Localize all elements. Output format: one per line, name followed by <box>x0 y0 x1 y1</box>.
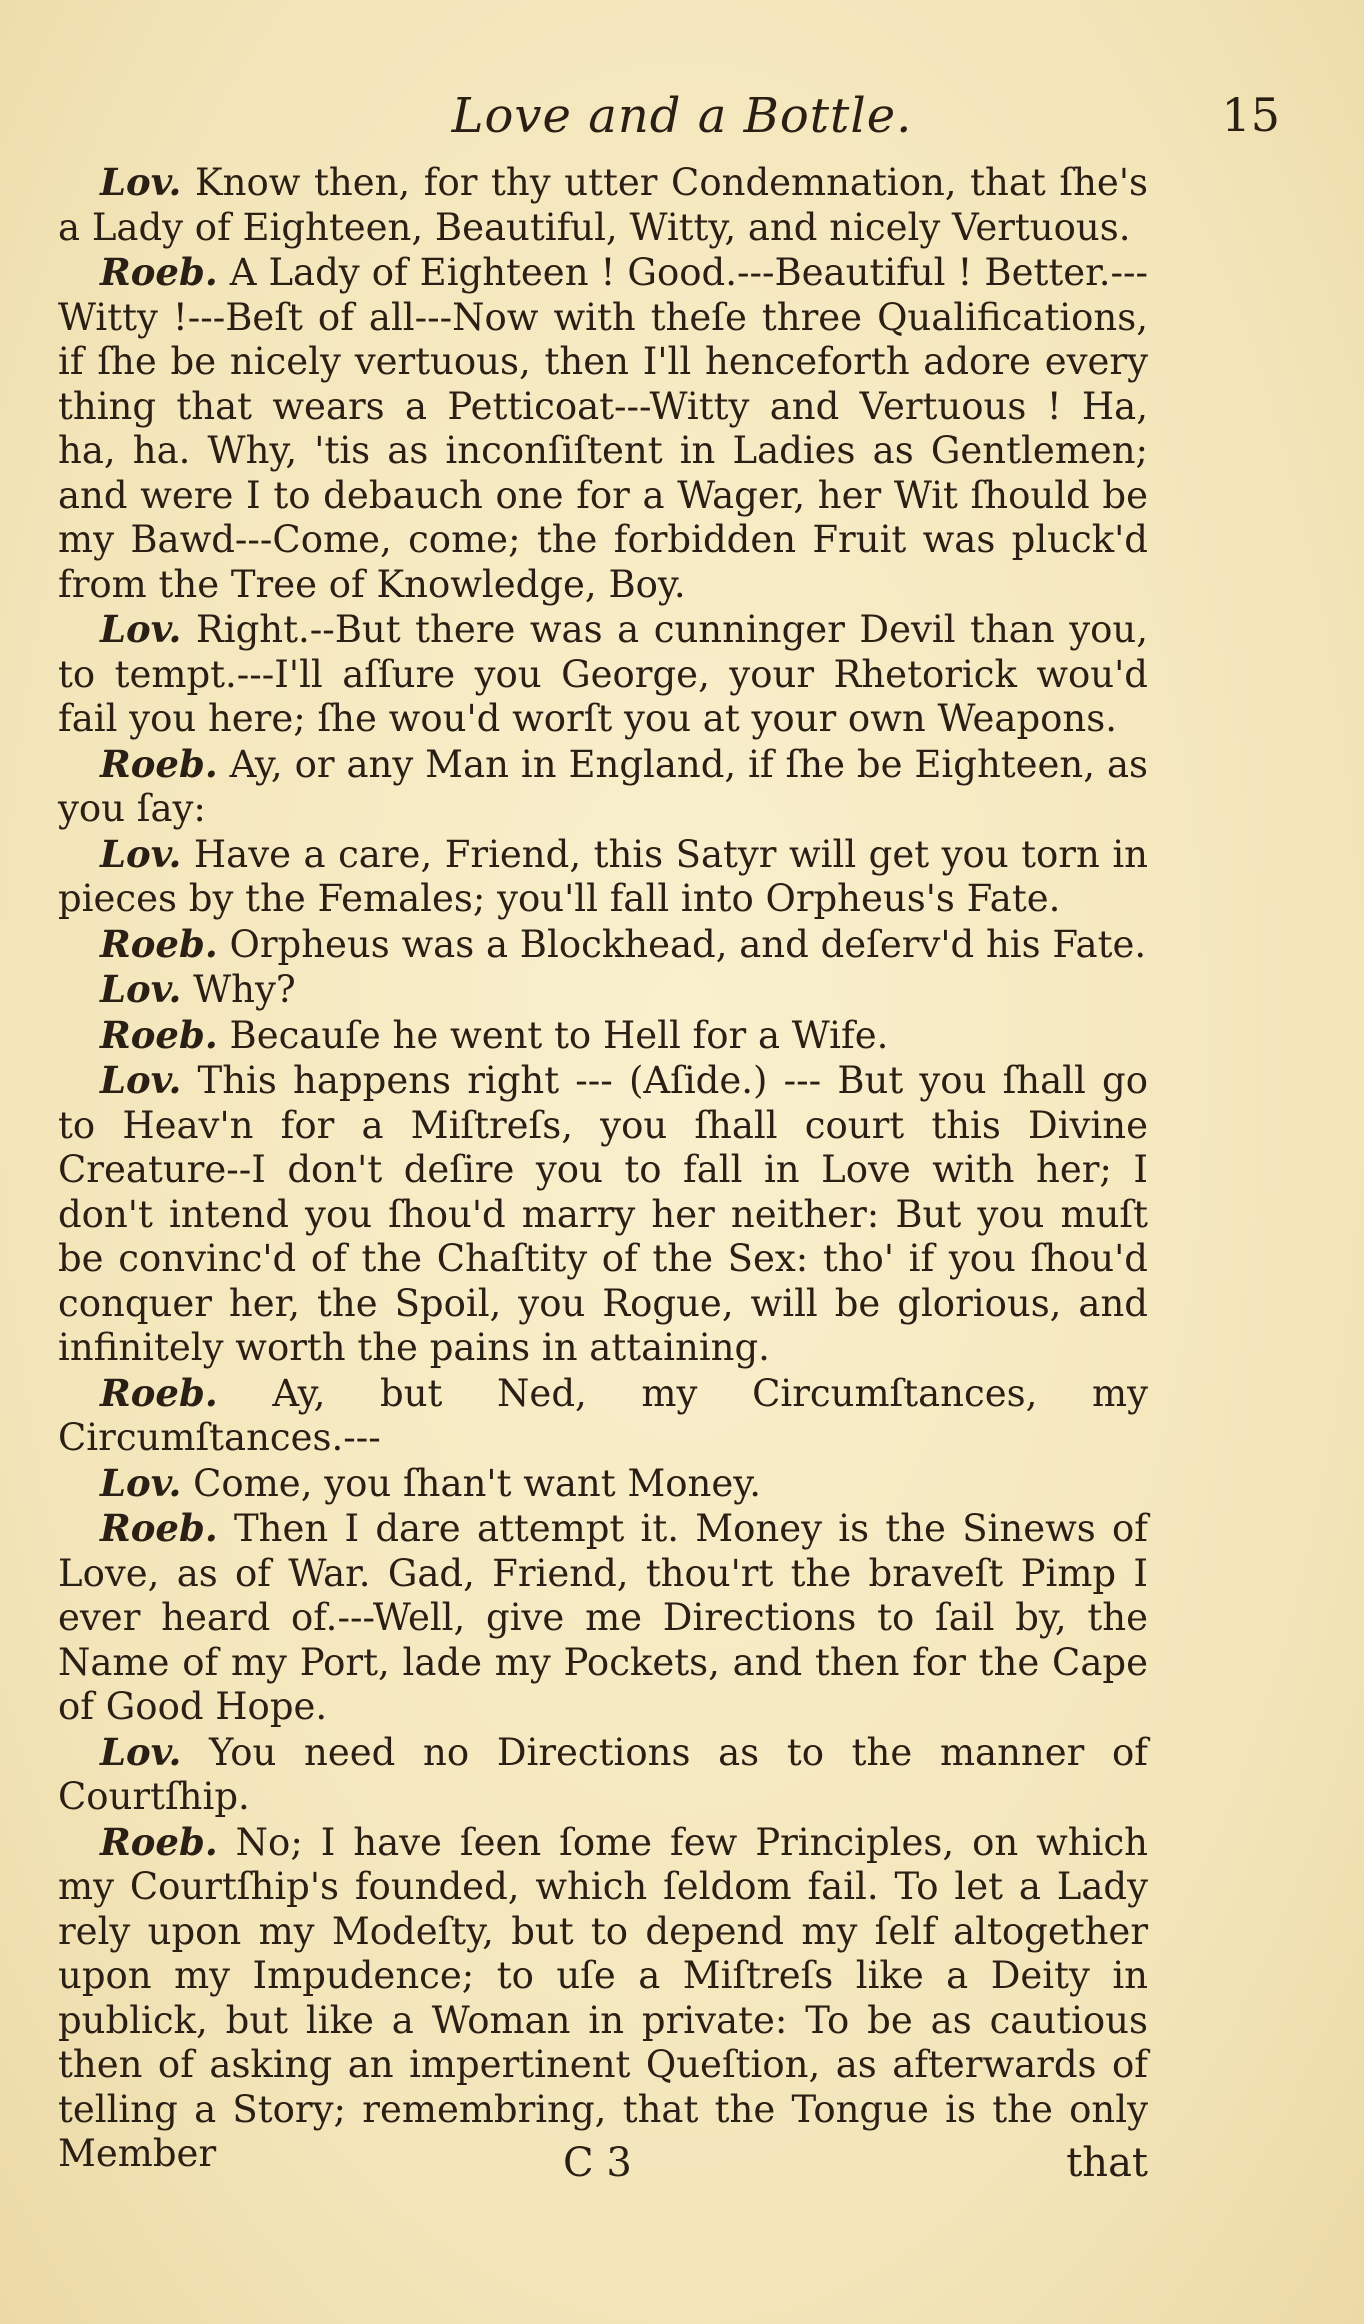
speech-text: Ay, or any Man in England, if ſhe be Eighteen, as you ſay: <box>58 742 1149 830</box>
speaker-name: Roeb. <box>100 921 218 966</box>
speech-text: Why? <box>193 968 296 1011</box>
signature-mark: C 3 <box>563 2140 632 2186</box>
speech <box>58 922 1148 968</box>
speaker-name: Lov. <box>100 1058 182 1102</box>
speech-text: Orpheus was a Blockhead, and deſerv'd his Fate. <box>229 922 1147 966</box>
speaker-name: Roeb. <box>100 1012 218 1057</box>
speech <box>58 832 1148 922</box>
speaker-name: Roeb. <box>100 741 218 786</box>
speech-text: Right.--But there was a cunninger Devil than you, to tempt.---I'll aſſure you George, your Rhetorick wou'd fail you here; ſhe wou'd worſt you at your own Weapons. <box>58 608 1148 740</box>
running-title: Love and a Bottle. <box>451 88 913 144</box>
speech-text: No; I have ſeen ſome few Principles, on which my Courtſhip's founded, which ſeldom fail. To let a Lady rely upon my Modeſty, but to depend my ſelf altogether upon my Impudence; to uſe a Miſtreſs like a Deity in publick, but like a Woman in private: To be as cautious then of asking an impertinent Queſtion, as afterwards of telling a Story; remembring, that the Tongue is the only Member <box>58 1820 1149 2175</box>
speech-text: Then I dare attempt it. Money is the Sinews of Love, as of War. Gad, Friend, thou'rt the braveſt Pimp I ever heard of.---Well, give me Directions to ſail by, the Name of my Port, lade my Pockets, and then for the Cape of Good Hope. <box>58 1507 1148 1728</box>
speech <box>58 1058 1148 1371</box>
page-footer <box>58 2140 1148 2200</box>
catchword: that <box>1066 2140 1148 2186</box>
speech <box>58 1730 1148 1820</box>
speech <box>58 1371 1148 1461</box>
speech <box>58 160 1148 250</box>
speech <box>58 742 1148 832</box>
speaker-name: Lov. <box>100 967 182 1011</box>
speech <box>58 1820 1148 2177</box>
speech <box>58 250 1148 607</box>
speech-text: Have a care, Friend, this Satyr will get you torn in pieces by the Females; you'll fall into Orpheus's Fate. <box>58 832 1148 920</box>
speaker-name: Roeb. <box>100 1506 218 1550</box>
page-body <box>58 160 1148 2177</box>
speaker-name: Lov. <box>100 831 182 876</box>
page-number: 15 <box>1221 88 1280 142</box>
speech <box>58 1013 1148 1059</box>
speech <box>58 967 1148 1013</box>
speaker-name: Roeb. <box>100 1370 218 1415</box>
speaker-name: Lov. <box>100 607 182 651</box>
running-head <box>56 88 1308 148</box>
speech <box>58 607 1148 742</box>
speaker-name: Lov. <box>100 1460 182 1505</box>
speech-text: Becauſe he went to Hell for a Wife. <box>229 1013 889 1057</box>
speech-text: You need no Directions as to the manner of Courtſhip. <box>58 1730 1148 1818</box>
speech <box>58 1506 1148 1730</box>
speech-text: This happens right --- (Aſide.) --- But you ſhall go to Heav'n for a Miſtreſs, you ſhall court this Divine Creature--I don't deſire you to fall in Love with her; I don't intend you ſhou'd marry her neither: But you muſt be convinc'd of the Chaſtity of the Sex: tho' if you ſhou'd conquer her, the Spoil, you Rogue, will be glorious, and infinitely worth the pains in attaining. <box>58 1059 1148 1369</box>
speech-text: Ay, but Ned, my Circumſtances, my Circumſtances.--- <box>58 1371 1148 1459</box>
speech-text: Know then, for thy utter Condemnation, that ſhe's a Lady of Eighteen, Beautiful, Witty, and nicely Vertuous. <box>58 161 1148 249</box>
speaker-name: Lov. <box>100 1729 182 1774</box>
speaker-name: Roeb. <box>100 250 218 294</box>
speech <box>58 1461 1148 1507</box>
speaker-name: Lov. <box>100 160 182 204</box>
speech-text: A Lady of Eighteen ! Good.---Beautiful ! Better.---Witty !---Beſt of all---Now with theſe three Qualifications, if ſhe be nicely vertuous, then I'll henceforth adore every thing that wears a Petticoat---Witty and Vertuous ! Ha, ha, ha. Why, 'tis as inconſiſtent in Ladies as Gentlemen; and were I to debauch one for a Wager, her Wit ſhould be my Bawd---Come, come; the forbidden Fruit was pluck'd from the Tree of Knowledge, Boy. <box>58 251 1148 606</box>
speech-text: Come, you ſhan't want Money. <box>193 1461 762 1505</box>
speaker-name: Roeb. <box>100 1819 218 1864</box>
